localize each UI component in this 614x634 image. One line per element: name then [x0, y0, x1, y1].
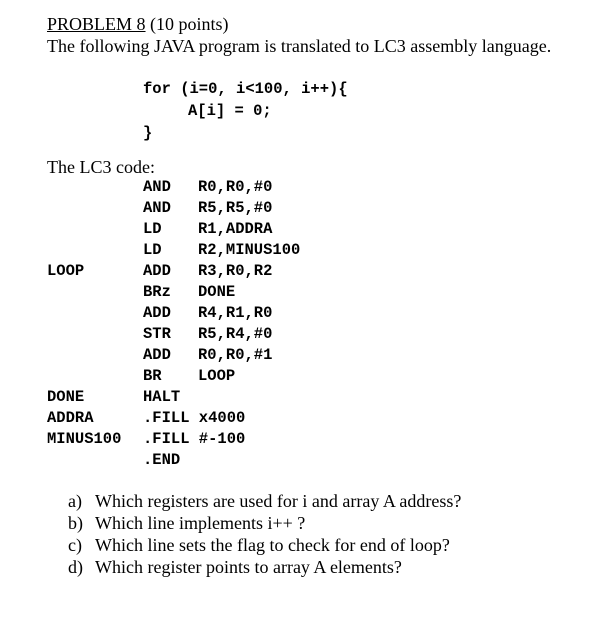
- lc3-operands: R5,R5,#0: [198, 199, 273, 217]
- lc3-line: [0, 198, 614, 219]
- question-letter: a): [68, 491, 82, 511]
- java-line-for: for (i=0, i<100, i++){: [143, 80, 348, 98]
- lc3-opcode: AND: [143, 199, 171, 217]
- question-item: [68, 534, 461, 556]
- lc3-operands: DONE: [198, 283, 236, 301]
- lc3-line: [0, 303, 614, 324]
- lc3-operands: R0,R0,#1: [198, 346, 273, 364]
- lc3-label: DONE: [47, 388, 85, 406]
- lc3-line: [0, 324, 614, 345]
- lc3-opcode: LD: [143, 241, 162, 259]
- lc3-opcode: BRz: [143, 283, 171, 301]
- lc3-label: LOOP: [47, 262, 85, 280]
- lc3-line: [0, 219, 614, 240]
- lc3-label: MINUS100: [47, 430, 122, 448]
- lc3-opcode: AND: [143, 178, 171, 196]
- question-text: Which register points to array A elements?: [95, 557, 402, 577]
- lc3-opcode: .FILL x4000: [143, 409, 246, 427]
- lc3-operands: LOOP: [198, 367, 236, 385]
- lc3-opcode: BR: [143, 367, 162, 385]
- lc3-opcode: ADD: [143, 262, 171, 280]
- java-line-close: }: [143, 124, 153, 142]
- lc3-operands: R1,ADDRA: [198, 220, 273, 238]
- lc3-operands: R2,MINUS100: [198, 241, 301, 259]
- lc3-opcode: HALT: [143, 388, 181, 406]
- question-text: Which registers are used for i and array A address?: [95, 491, 462, 511]
- lc3-operands: R4,R1,R0: [198, 304, 273, 322]
- lc3-opcode: ADD: [143, 304, 171, 322]
- lc3-operands: R3,R0,R2: [198, 262, 273, 280]
- lc3-line: [0, 429, 614, 450]
- lc3-operands: R5,R4,#0: [198, 325, 273, 343]
- problem-points: (10 points): [145, 14, 229, 34]
- question-item: [68, 490, 461, 512]
- problem-heading: [47, 13, 229, 35]
- lc3-label: ADDRA: [47, 409, 94, 427]
- questions-list: [68, 490, 461, 578]
- question-text: Which line sets the flag to check for end of loop?: [95, 535, 450, 555]
- problem-number: PROBLEM 8: [47, 14, 146, 34]
- question-item: [68, 512, 461, 534]
- question-item: [68, 556, 461, 578]
- lc3-line: [0, 177, 614, 198]
- lc3-line: [0, 345, 614, 366]
- lc3-line: [0, 450, 614, 471]
- lc3-opcode: STR: [143, 325, 171, 343]
- lc3-opcode: .FILL #-100: [143, 430, 246, 448]
- lc3-line: [0, 408, 614, 429]
- lc3-line: [0, 261, 614, 282]
- lc3-intro: The LC3 code:: [47, 157, 155, 177]
- problem-intro: The following JAVA program is translated to LC3 assembly language.: [47, 36, 552, 56]
- lc3-line: [0, 387, 614, 408]
- question-letter: c): [68, 535, 82, 555]
- java-line-assign: A[i] = 0;: [188, 102, 272, 120]
- lc3-opcode: .END: [143, 451, 181, 469]
- lc3-opcode: ADD: [143, 346, 171, 364]
- lc3-opcode: LD: [143, 220, 162, 238]
- lc3-line: [0, 240, 614, 261]
- question-text: Which line implements i++ ?: [95, 513, 306, 533]
- lc3-line: [0, 366, 614, 387]
- lc3-line: [0, 282, 614, 303]
- question-letter: b): [68, 513, 83, 533]
- lc3-operands: R0,R0,#0: [198, 178, 273, 196]
- question-letter: d): [68, 557, 83, 577]
